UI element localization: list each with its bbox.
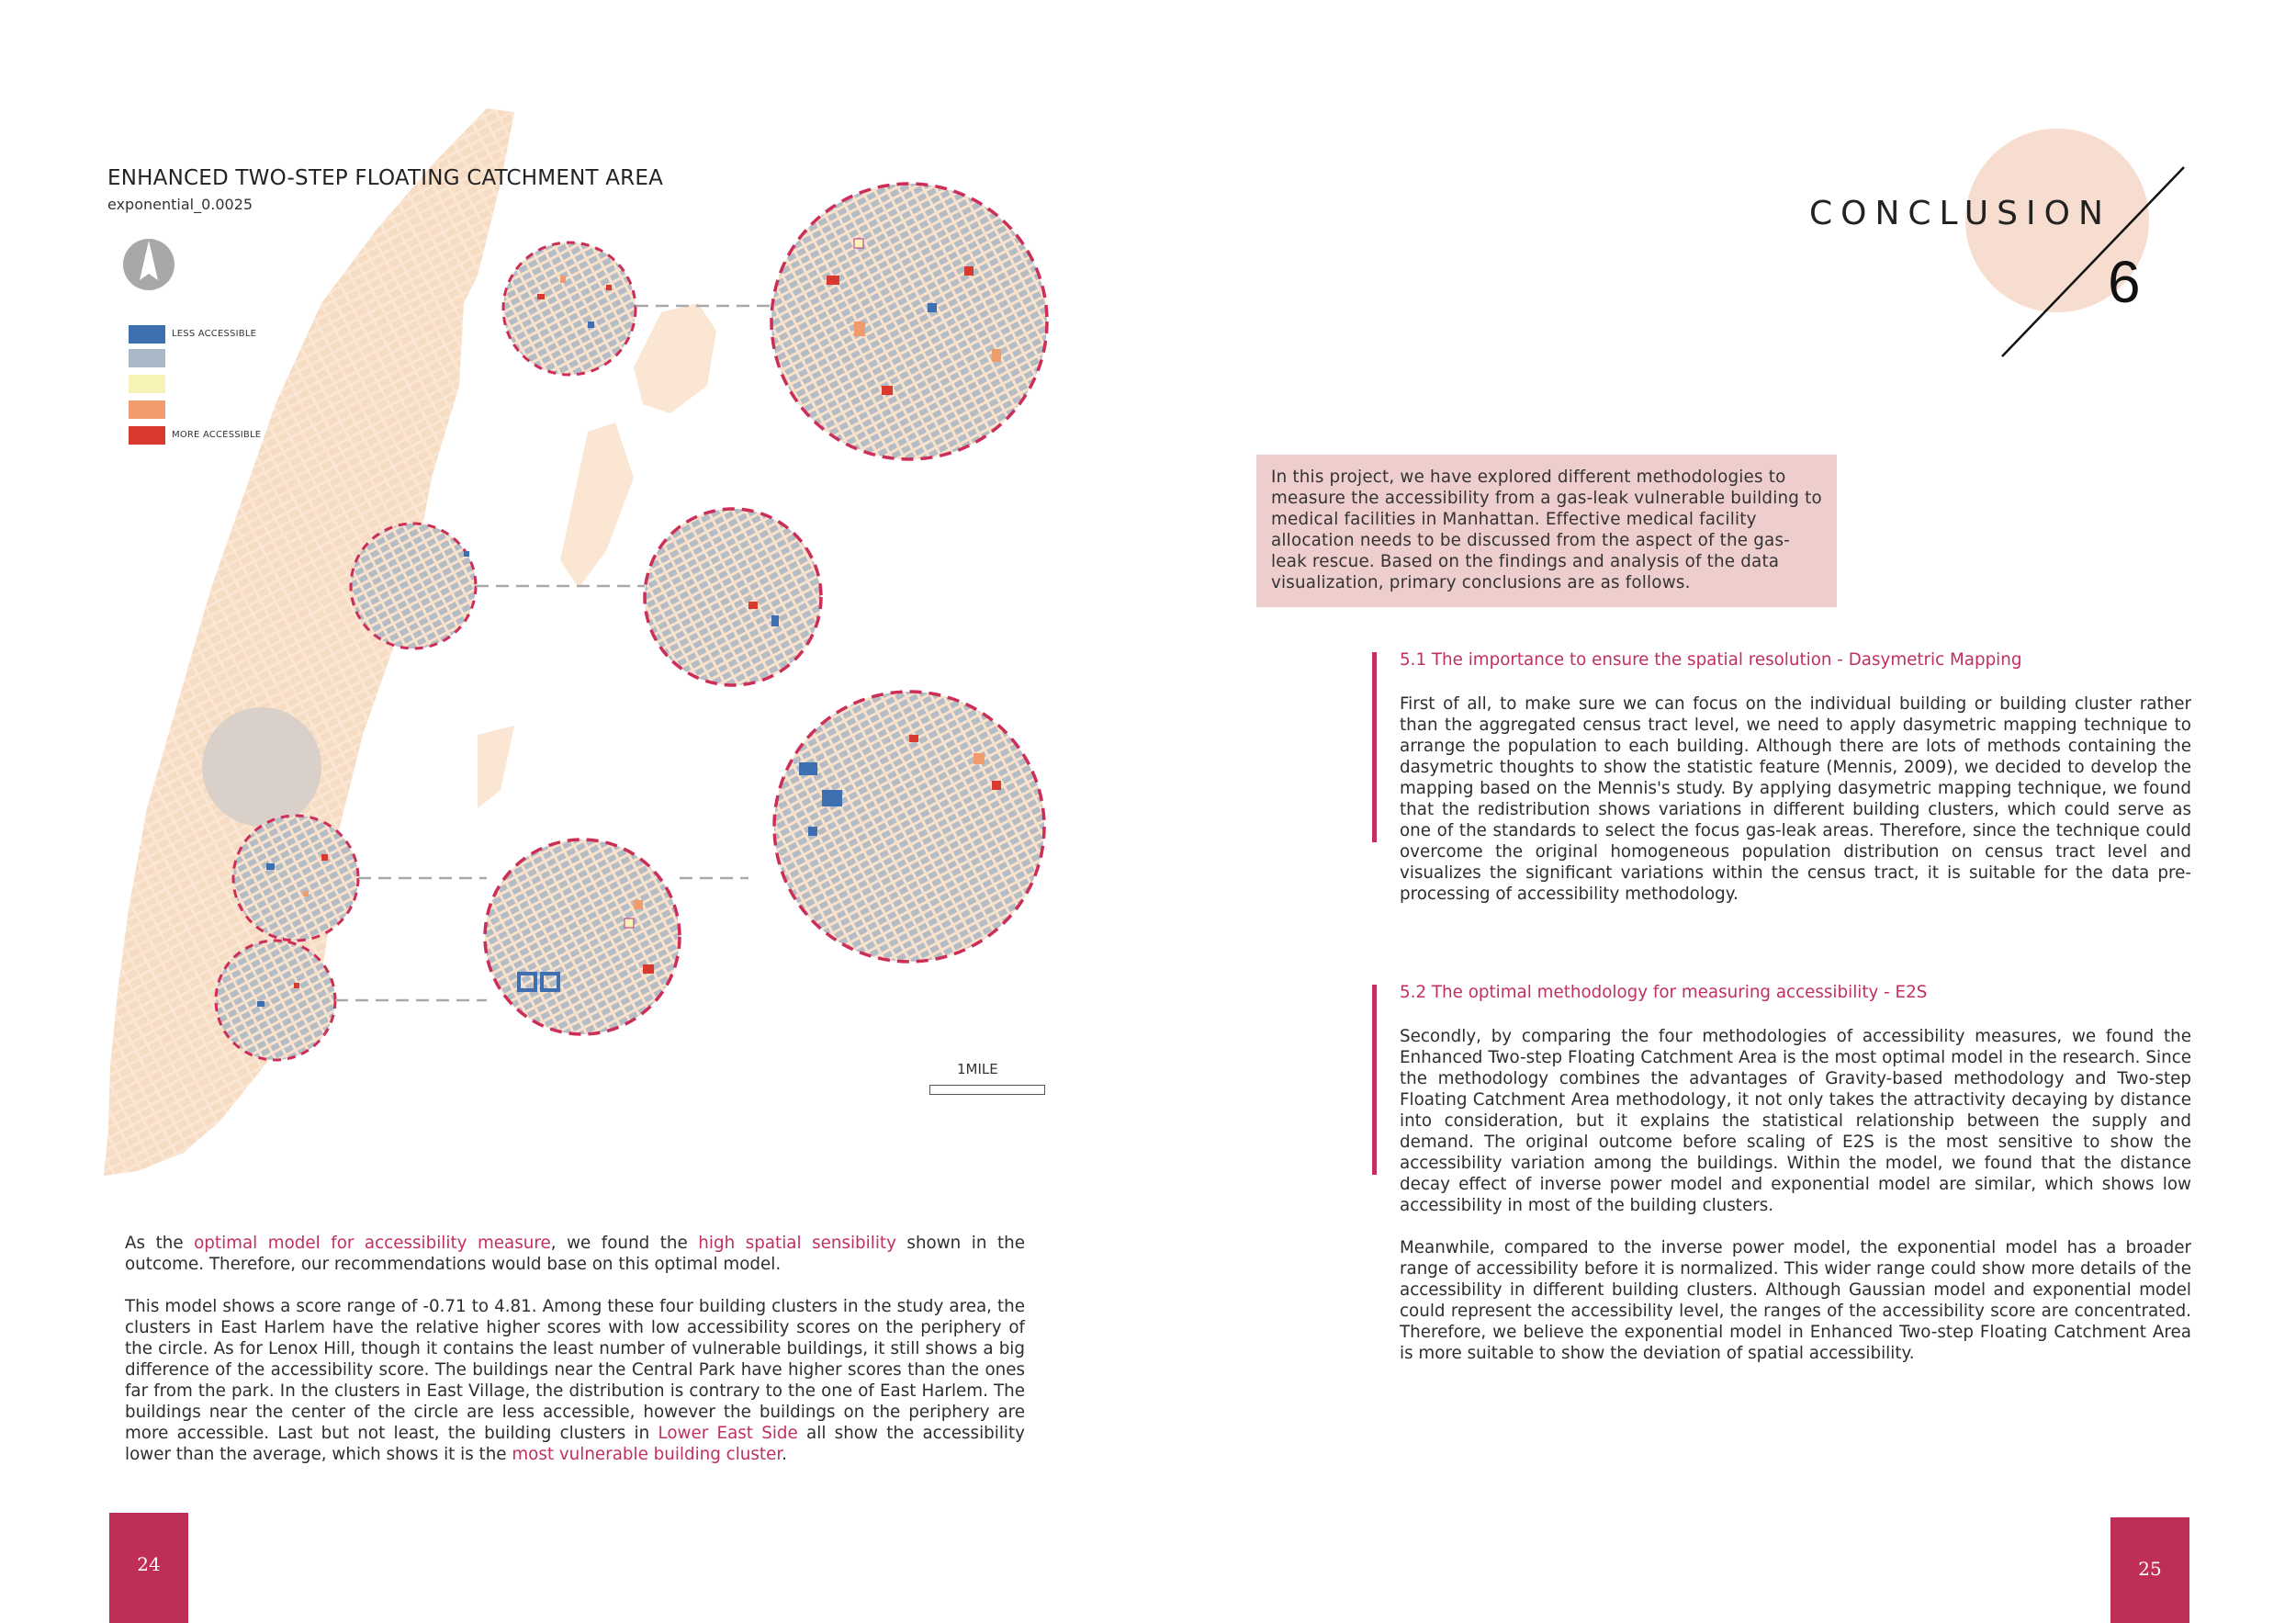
conclusion-heading-graphic (1929, 119, 2204, 377)
intro-box: In this project, we have explored different methodologies to measure the accessibility from a gas-leak vulnerable building to medical facilities in Manhattan. Effective medical facility allocation needs to be discussed from the aspect of the gas-leak rescue. Based on the findings and analysis of the data visualization, primary conclusions are as follows. (1256, 455, 1837, 607)
left-paragraph-1: As the optimal model for accessibility measure, we found the high spatial sensibility shown in the outcome. Therefore, our recommendations would base on this optimal model. (125, 1234, 1026, 1274)
map-subtitle: exponential_0.0025 (107, 196, 253, 213)
section-1-title: 5.1 The importance to ensure the spatial resolution - Dasymetric Mapping (1400, 650, 2022, 670)
section-2-title: 5.2 The optimal methodology for measuring accessibility - E2S (1400, 983, 1928, 1002)
map-title: ENHANCED TWO-STEP FLOATING CATCHMENT AREA (107, 166, 664, 190)
left-paragraph-2: This model shows a score range of -0.71 to 4.81. Among these four building clusters in the study area, the clusters in East Harlem have the relative higher scores with low accessibility scores on the periphery of the circle. As for Lenox Hill, though it contains the least number of vulnerable buildings, it still shows a big difference of the accessibility score. The buildings near the Central Park have higher scores than the ones far from the park. In the clusters in East Village, the distribution is contrary to the one of East Harlem. The buildings near the center of the circle are less accessible, however the buildings on the periphery are more accessible. Last but not least, the building clusters in Lower East Side all show the accessibility lower than the average, which shows it is the most vulnerable building cluster. (125, 1297, 1025, 1464)
legend-swatch-4 (129, 400, 165, 419)
legend-label-less: LESS ACCESSIBLE (172, 329, 257, 339)
legend-swatch-less (129, 325, 165, 344)
legend-swatch-more (129, 426, 165, 445)
page-number-left: 24 (109, 1513, 188, 1623)
scale-bar (929, 1085, 1045, 1095)
page-number-right: 25 (2110, 1517, 2189, 1623)
legend-swatch-2 (129, 349, 165, 367)
section-1-body: First of all, to make sure we can focus on the individual building or building cluster rather than the aggregated census tract level, we need to apply dasymetric mapping technique to arrange the population to each building. Although there are lots of methods containing the dasymetric thoughts to show the statistic feature (Mennis, 2009), we decided to develop the mapping based on the Mennis's study. By applying dasymetric mapping technique, we found that the redistribution shows variations in different building clusters, which could serve as one of the standards to select the focus gas-leak areas. Therefore, since the technique could overcome the original homogeneous population distribution on census tract level and visualizes the significant variations within the census tract, it is suitable for the data pre-processing of accessibility methodology. (1400, 694, 2191, 904)
section-2-bar (1372, 985, 1377, 1175)
chapter-number: 6 (2108, 249, 2141, 315)
legend-label-more: MORE ACCESSIBLE (172, 430, 262, 440)
section-2-body-1: Secondly, by comparing the four methodologies of accessibility measures, we found the Enhanced Two-step Floating Catchment Area is the most optimal model in the research. Since the methodology combines the advantages of Gravity-based methodology and Two-step Floating Catchment Area methodology, it not only takes the attractivity decaying by distance into consideration, but it explains the statistical relationship between the supply and demand. The original outcome before scaling of E2S is the most sensitive to show the accessibility variation among the buildings. Within the model, we found that the distance decay effect of inverse power model and exponential model are similar, which shows low accessibility in most of the building clusters. (1400, 1027, 2191, 1215)
section-1-bar (1372, 652, 1377, 842)
section-2-body-2: Meanwhile, compared to the inverse power model, the exponential model has a broader range of accessibility before it is normalized. This wider range could show more details of the accessibility in different building clusters. Although Gaussian model and exponential model could represent the accessibility level, the ranges of the accessibility score are concentrated. Therefore, we believe the exponential model in Enhanced Two-step Floating Catchment Area is more suitable to show the deviation of spatial accessibility. (1400, 1238, 2191, 1363)
legend-swatch-3 (129, 375, 165, 393)
north-arrow-icon (123, 239, 174, 290)
conclusion-heading: CONCLUSION (1809, 195, 2111, 232)
scale-label: 1MILE (957, 1061, 998, 1077)
